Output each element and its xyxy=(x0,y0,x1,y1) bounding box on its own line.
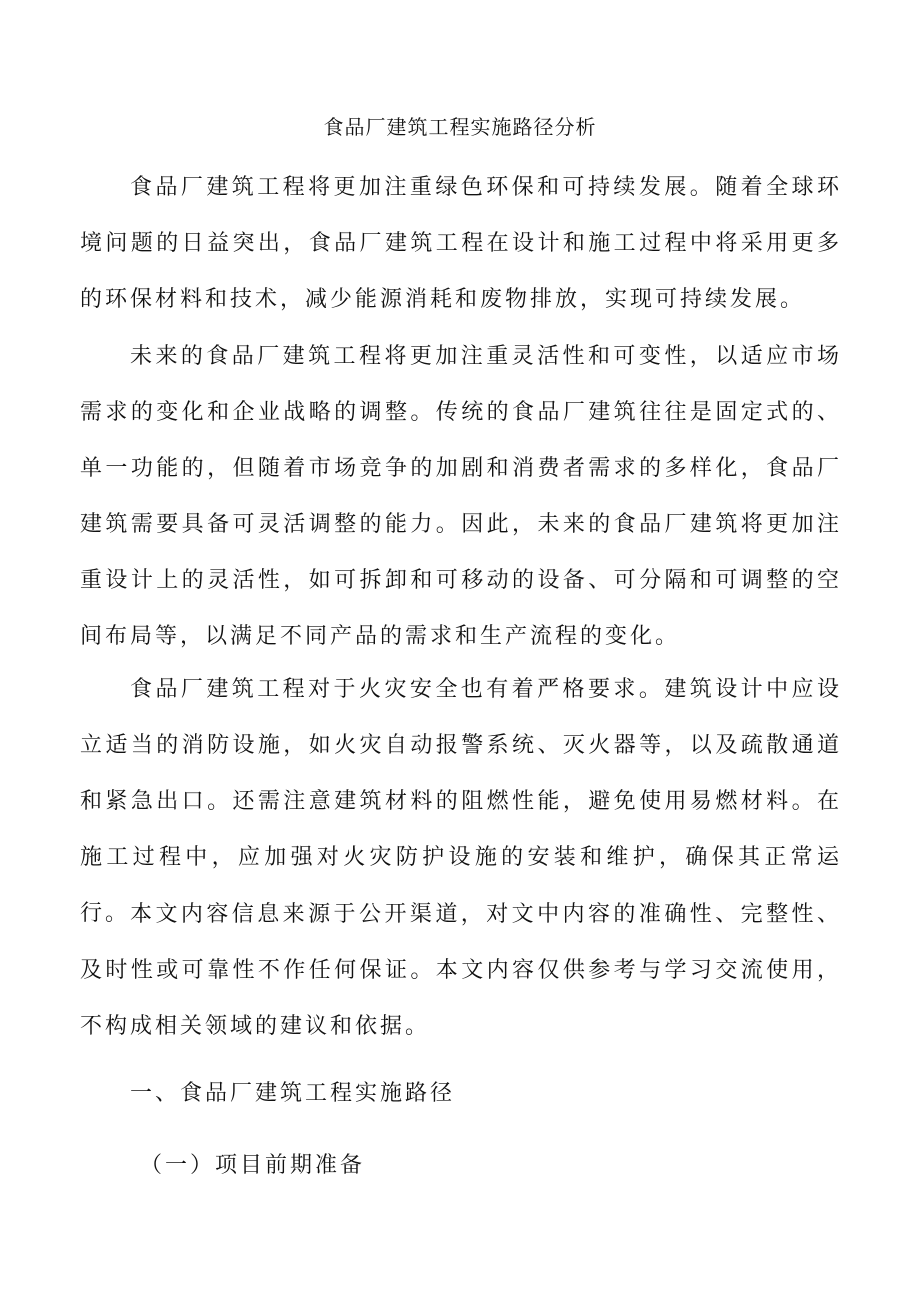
body-paragraph: 食品厂建筑工程将更加注重绿色环保和可持续发展。随着全球环境问题的日益突出，食品厂建筑工程在设计和施工过程中将采用更多的环保材料和技术，减少能源消耗和废物排放，实现可持续发展。 xyxy=(80,175,842,312)
body-paragraph: 未来的食品厂建筑工程将更加注重灵活性和可变性，以适应市场需求的变化和企业战略的调整。传统的食品厂建筑往往是固定式的、单一功能的，但随着市场竞争的加剧和消费者需求的多样化，食品厂建筑需要具备可灵活调整的能力。因此，未来的食品厂建筑将更加注重设计上的灵活性，如可拆卸和可移动的设备、可分隔和可调整的空间布局等，以满足不同产品的需求和生产流程的变化。 xyxy=(80,344,842,649)
body-paragraph: 食品厂建筑工程对于火灾安全也有着严格要求。建筑设计中应设立适当的消防设施，如火灾自动报警系统、灭火器等，以及疏散通道和紧急出口。还需注意建筑材料的阻燃性能，避免使用易燃材料。在施工过程中，应加强对火灾防护设施的安装和维护，确保其正常运行。 xyxy=(80,677,842,926)
disclaimer-paragraph: 本文内容信息来源于公开渠道，对文中内容的准确性、完整性、及时性或可靠性不作任何保证。本文内容仅供参考与学习交流使用，不构成相关领域的建议和依据。 xyxy=(80,902,842,1039)
section-heading: 一、食品厂建筑工程实施路径 xyxy=(130,1081,456,1106)
document-title: 食品厂建筑工程实施路径分析 xyxy=(323,115,597,139)
subsection-heading: （一）项目前期准备 xyxy=(140,1153,366,1178)
